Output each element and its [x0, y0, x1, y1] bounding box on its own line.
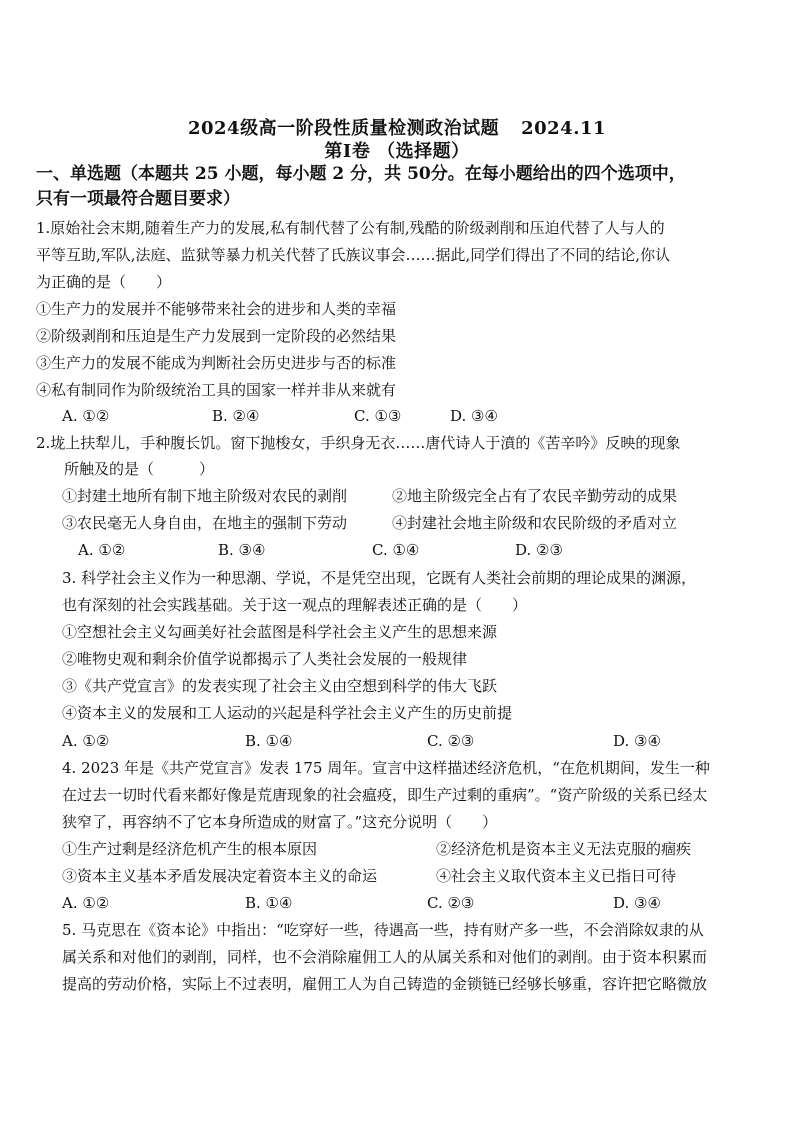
section-instruction-line2: 只有一项最符合题目要求） — [36, 189, 240, 209]
q4-option-d: D. ③④ — [613, 894, 661, 912]
q1-stem-line2: 平等互助,军队,法庭、监狱等暴力机关代替了氏族议事会……据此,同学们得出了不同的结论,你认 — [36, 246, 671, 264]
q4-stem-line2: 在过去一切时代看来都好像是荒唐现象的社会瘟疫，即生产过剩的重病”。“资产阶级的关系已经太 — [62, 786, 708, 804]
q1-option-b: B. ②④ — [212, 407, 260, 425]
section-instruction-line1: 一、单选题（本题共 25 小题，每小题 2 分，共 50分。在每小题给出的四个选项中， — [36, 164, 686, 184]
exam-date: 2024.11 — [521, 118, 607, 139]
q4-stem-line3: 狭窄了，再容纳不了它本身所造成的财富了。”这充分说明（ ） — [62, 813, 498, 831]
q1-statement-2: ②阶级剥削和压迫是生产力发展到一定阶段的必然结果 — [36, 327, 397, 345]
q3-option-a: A. ①② — [62, 732, 110, 750]
q4-statement-4: ④社会主义取代资本主义已指日可待 — [436, 867, 677, 885]
q4-statement-2: ②经济危机是资本主义无法克服的痼疾 — [436, 840, 692, 858]
q2-option-a: A. ①② — [78, 541, 126, 559]
q2-statement-2: ②地主阶级完全占有了农民辛勤劳动的成果 — [392, 487, 678, 505]
q2-stem-line2: 所触及的是（ ） — [64, 460, 215, 478]
q2-statement-3: ③农民毫无人身自由，在地主的强制下劳动 — [62, 514, 348, 532]
q4-option-a: A. ①② — [62, 894, 110, 912]
q3-stem-line1: 3. 科学社会主义作为一种思潮、学说，不是凭空出现，它既有人类社会前期的理论成果的渊源， — [62, 569, 697, 587]
q1-statement-3: ③生产力的发展不能成为判断社会历史进步与否的标准 — [36, 354, 397, 372]
q4-option-c: C. ②③ — [427, 894, 475, 912]
q3-statement-2: ②唯物史观和剩余价值学说都揭示了人类社会发展的一般规律 — [62, 650, 468, 668]
q2-option-d: D. ②③ — [515, 541, 563, 559]
q3-statement-3: ③《共产党宣言》的发表实现了社会主义由空想到科学的伟大飞跃 — [62, 677, 498, 695]
q2-stem-line1: 2.垅上扶犁儿，手种腹长饥。窗下抛梭女，手织身无衣……唐代诗人于濆的《苦辛吟》反映的现象 — [36, 434, 681, 452]
q4-statement-3: ③资本主义基本矛盾发展决定着资本主义的命运 — [62, 867, 378, 885]
q3-option-d: D. ③④ — [613, 732, 661, 750]
exam-title: 2024级高一阶段性质量检测政治试题 — [187, 118, 500, 139]
q2-statement-4: ④封建社会地主阶级和农民阶级的矛盾对立 — [392, 514, 678, 532]
q5-stem-line3: 提高的劳动价格，实际上不过表明，雇佣工人为自己铸造的金锁链已经够长够重，容许把它略微放 — [62, 975, 708, 993]
q1-option-d: D. ③④ — [450, 407, 498, 425]
q3-statement-1: ①空想社会主义勾画美好社会蓝图是科学社会主义产生的思想来源 — [62, 623, 498, 641]
q1-statement-1: ①生产力的发展并不能够带来社会的进步和人类的幸福 — [36, 300, 397, 318]
q1-statement-4: ④私有制同作为阶级统治工具的国家一样并非从来就有 — [36, 381, 397, 399]
part-title: 第Ⅰ卷 （选择题） — [324, 141, 470, 162]
q5-stem-line2: 属关系和对他们的剥削，同样，也不会消除雇佣工人的从属关系和对他们的剥削。由于资本积累而 — [62, 948, 708, 966]
q3-stem-line2: 也有深刻的社会实践基础。关于这一观点的理解表述正确的是（ ） — [62, 596, 528, 614]
q4-option-b: B. ①④ — [245, 894, 293, 912]
q1-stem-line1: 1.原始社会末期,随着生产力的发展,私有制代替了公有制,残酷的阶级剥削和压迫代替了人与人的 — [36, 219, 665, 237]
q3-option-c: C. ②③ — [427, 732, 475, 750]
q1-option-a: A. ①② — [62, 407, 110, 425]
q2-statement-1: ①封建土地所有制下地主阶级对农民的剥削 — [62, 487, 348, 505]
q4-statement-1: ①生产过剩是经济危机产生的根本原因 — [62, 840, 318, 858]
q2-option-b: B. ③④ — [218, 541, 266, 559]
q3-statement-4: ④资本主义的发展和工人运动的兴起是科学社会主义产生的历史前提 — [62, 704, 513, 722]
q4-stem-line1: 4. 2023 年是《共产党宣言》发表 175 周年。宣言中这样描述经济危机，“在危机期间，发生一种 — [62, 759, 710, 777]
q1-option-c: C. ①③ — [354, 407, 402, 425]
q3-option-b: B. ①④ — [245, 732, 293, 750]
q1-stem-line3: 为正确的是（ ） — [36, 273, 172, 291]
q2-option-c: C. ①④ — [372, 541, 420, 559]
q5-stem-line1: 5. 马克思在《资本论》中指出：“吃穿好一些，待遇高一些，持有财产多一些，不会消除奴隶的从 — [62, 921, 704, 939]
